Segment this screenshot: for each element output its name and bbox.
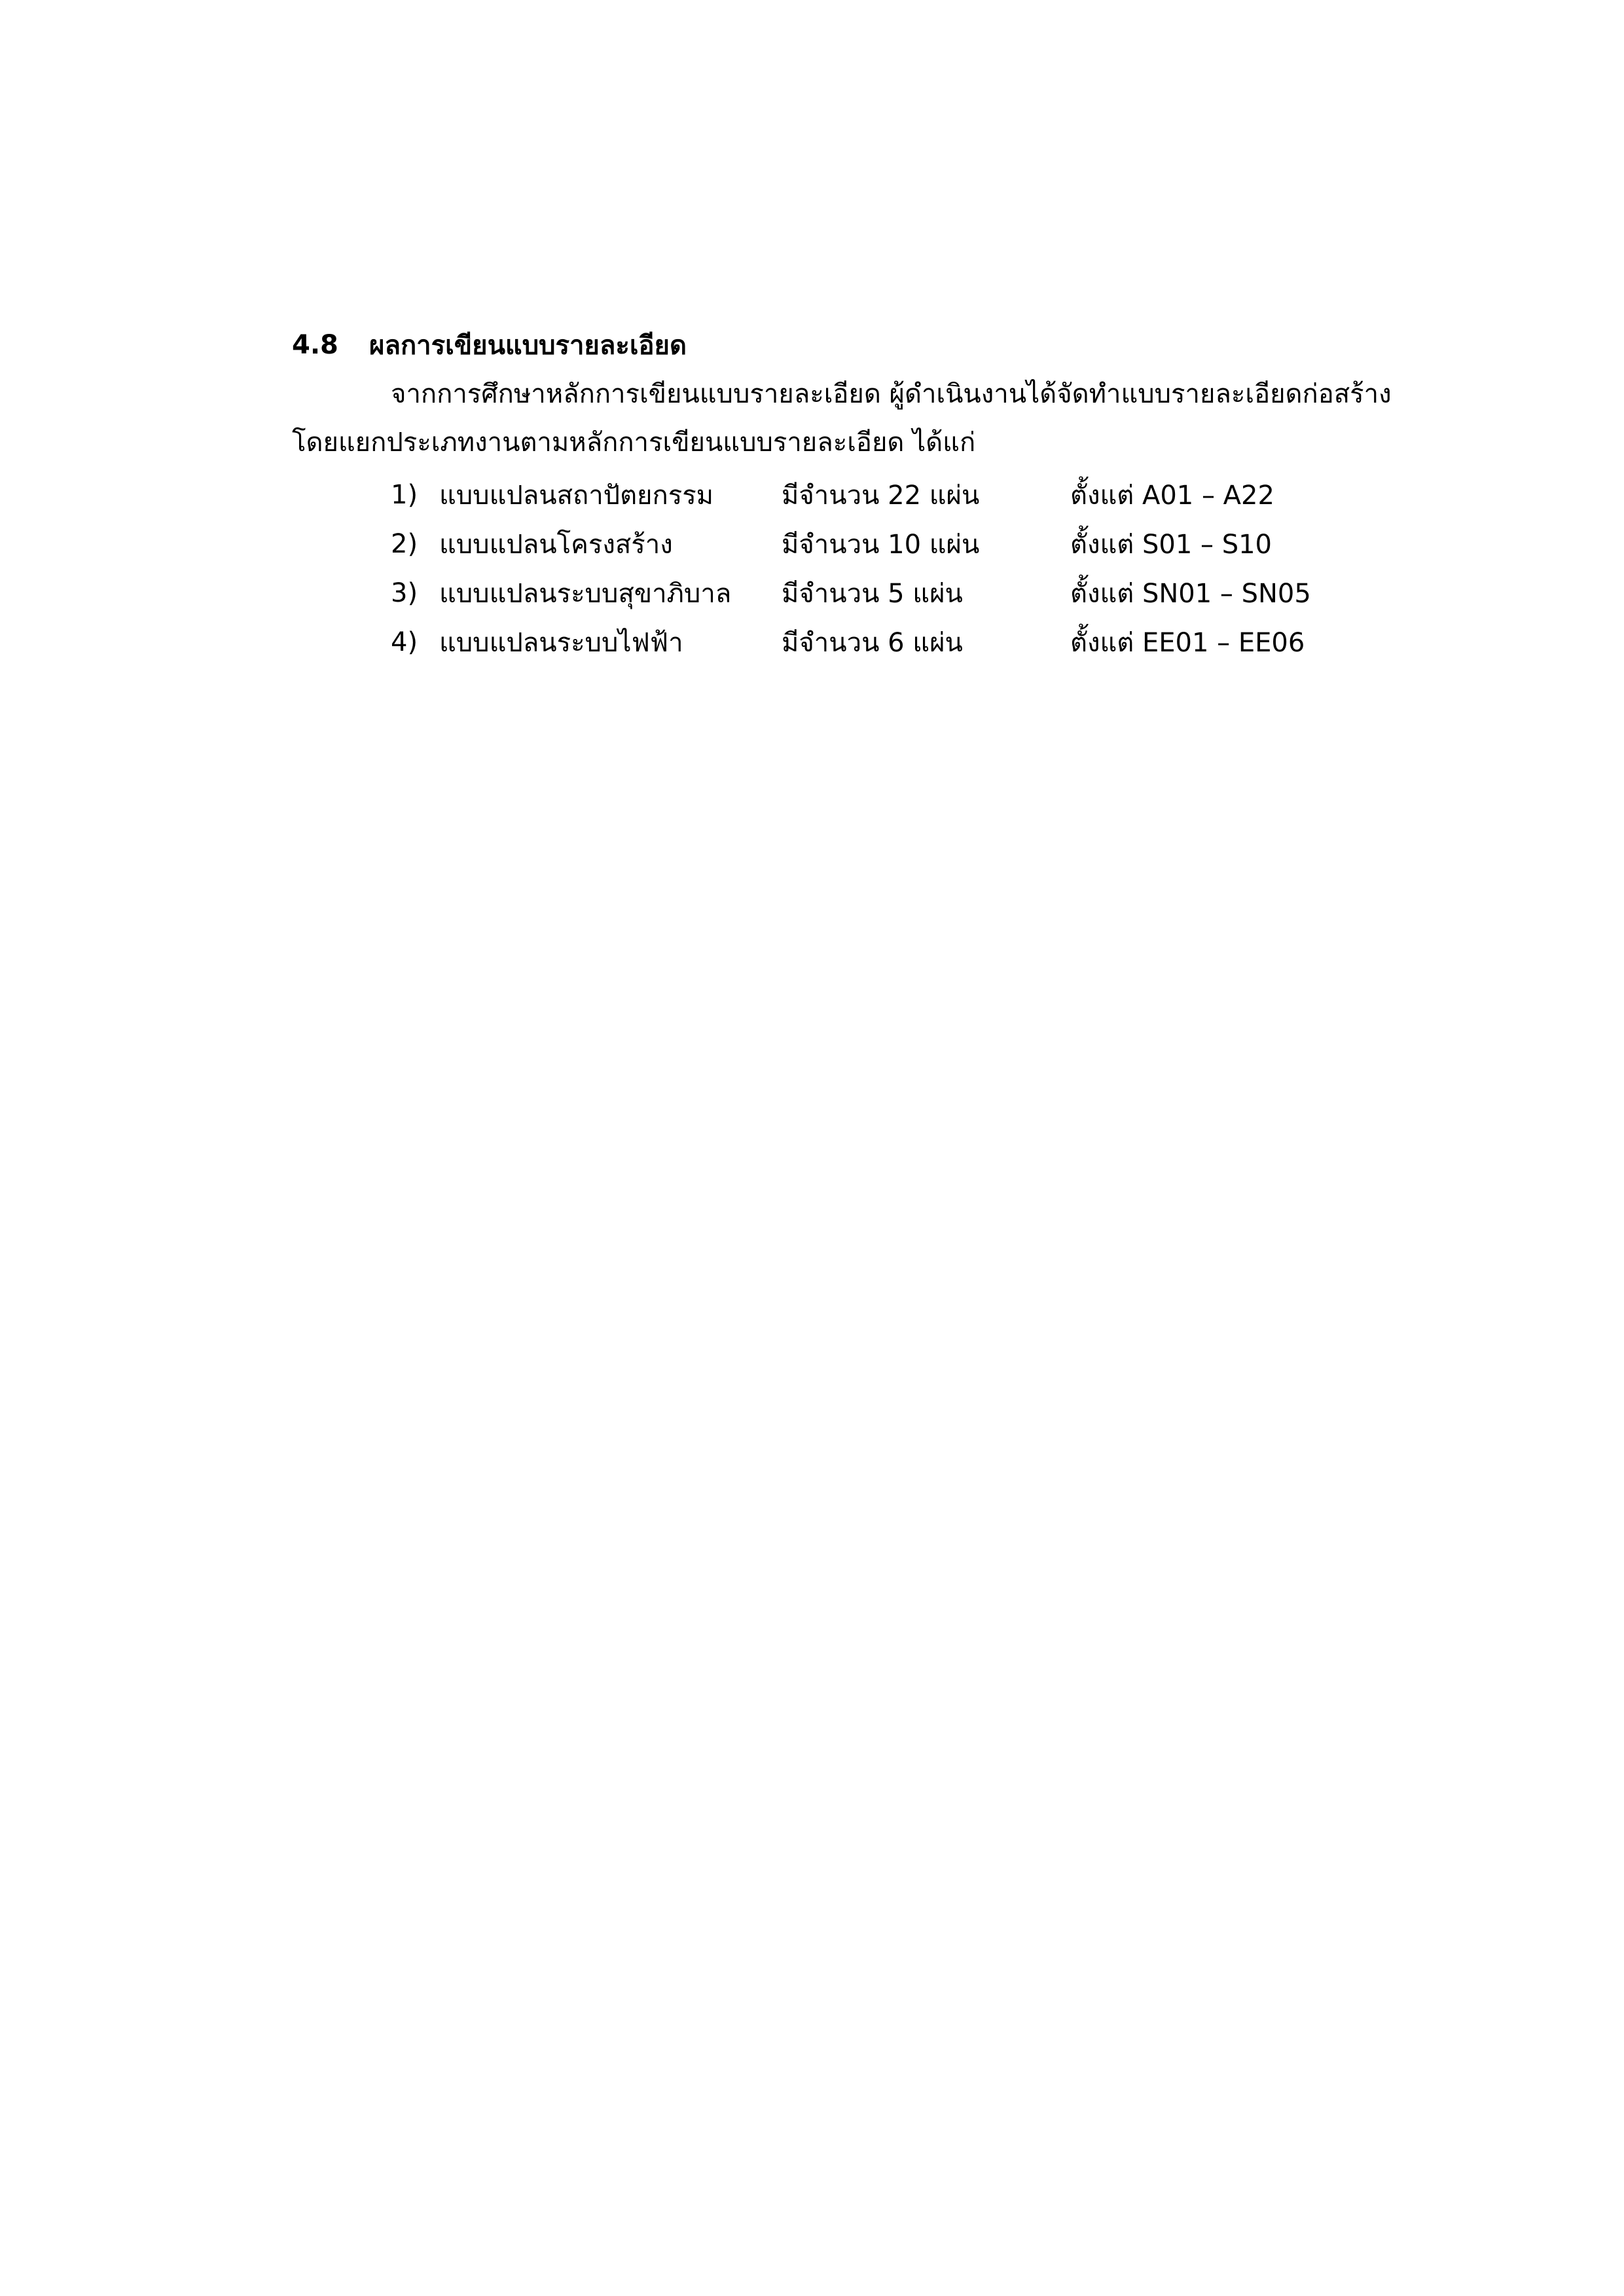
list-item xyxy=(391,617,1438,666)
item-count: มีจำนวน 6 แผ่น xyxy=(782,627,963,658)
item-number: 1) xyxy=(391,479,418,510)
list-item xyxy=(391,470,1438,519)
drawing-list xyxy=(391,470,1438,666)
item-range: ตั้งแต่ S01 – S10 xyxy=(1070,529,1272,560)
section-title: ผลการเขียนแบบรายละเอียด xyxy=(369,331,687,361)
item-range: ตั้งแต่ A01 – A22 xyxy=(1070,480,1274,511)
list-item xyxy=(391,519,1438,568)
paragraph-line-2: โดยแยกประเภทงานตามหลักการเขียนแบบรายละเอียด ได้แก่ xyxy=(292,428,976,458)
item-number: 4) xyxy=(391,627,418,657)
item-count: มีจำนวน 22 แผ่น xyxy=(782,480,980,511)
paragraph-line-1: จากการศึกษาหลักการเขียนแบบรายละเอียด ผู้ดำเนินงานได้จัดทำแบบรายละเอียดก่อสร้าง xyxy=(391,379,1392,409)
item-name: แบบแปลนระบบไฟฟ้า xyxy=(439,627,683,658)
item-name: แบบแปลนโครงสร้าง xyxy=(439,529,673,560)
item-number: 3) xyxy=(391,577,418,608)
item-name: แบบแปลนสถาปัตยกรรม xyxy=(439,480,714,511)
item-range: ตั้งแต่ SN01 – SN05 xyxy=(1070,578,1311,609)
item-count: มีจำนวน 5 แผ่น xyxy=(782,578,963,609)
section-number: 4.8 xyxy=(292,330,338,360)
item-number: 2) xyxy=(391,528,418,559)
section-heading xyxy=(292,322,687,368)
item-name: แบบแปลนระบบสุขาภิบาล xyxy=(439,578,732,609)
item-range: ตั้งแต่ EE01 – EE06 xyxy=(1070,627,1305,658)
item-count: มีจำนวน 10 แผ่น xyxy=(782,529,980,560)
list-item xyxy=(391,568,1438,617)
